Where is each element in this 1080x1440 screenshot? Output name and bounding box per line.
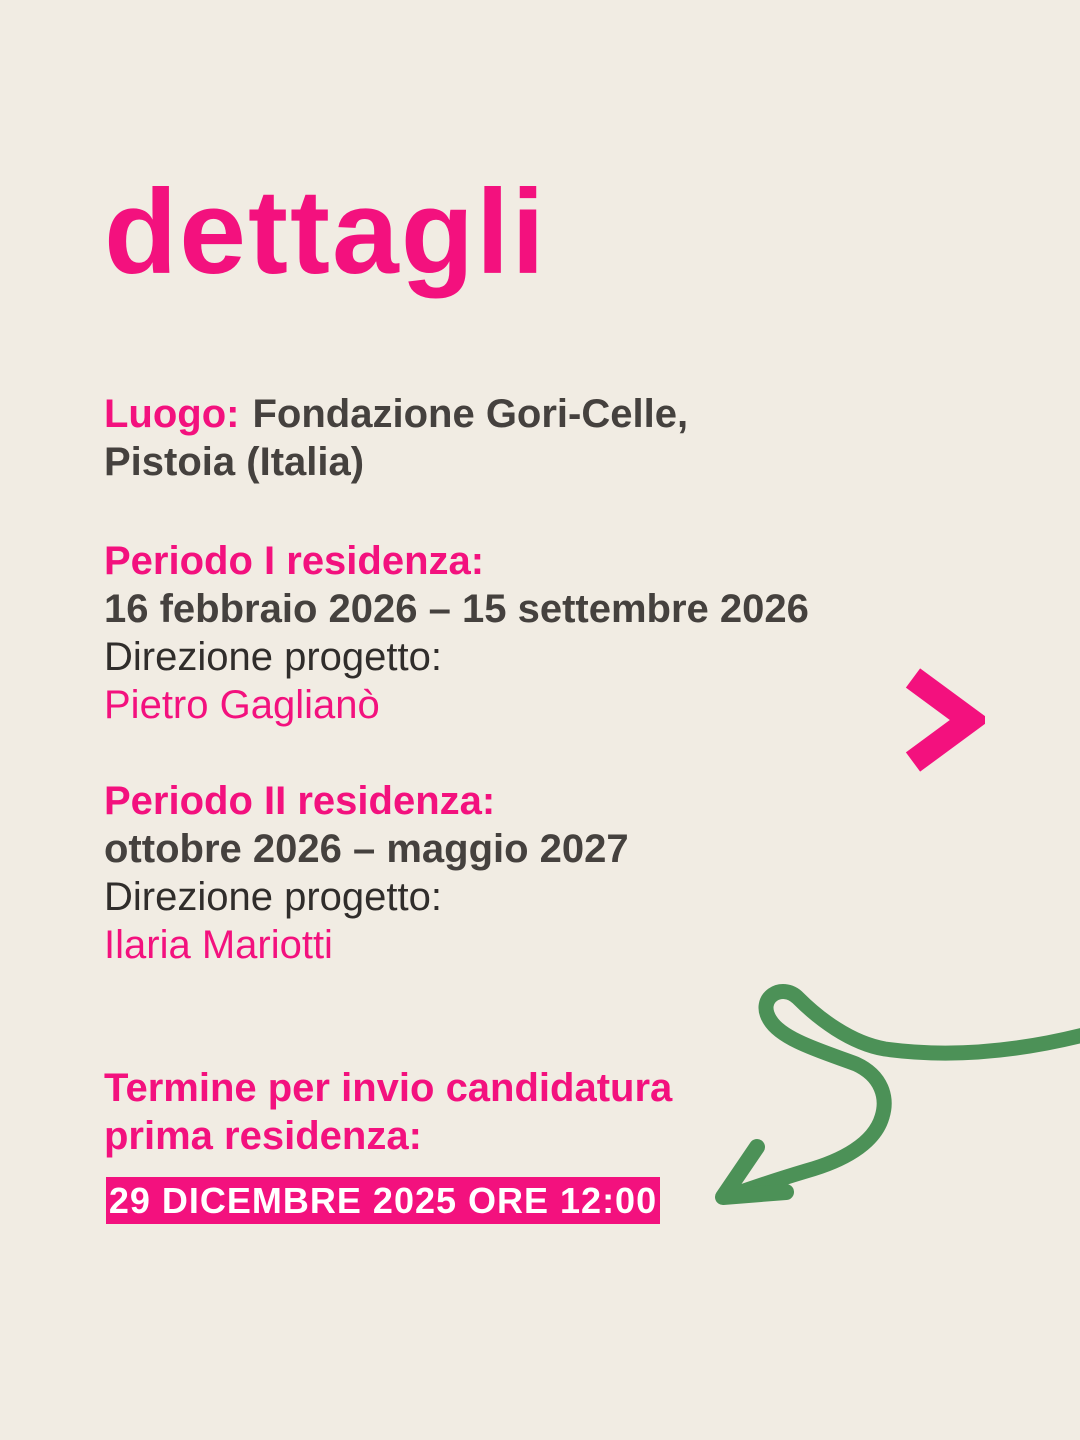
deadline-highlight-badge <box>106 1177 660 1224</box>
residency2-director: Ilaria Mariotti <box>104 923 333 967</box>
location-name: Fondazione Gori-Celle, <box>252 392 689 436</box>
deadline-line1: Termine per invio candidatura <box>104 1066 673 1110</box>
page-title: dettagli <box>104 165 547 299</box>
next-chevron-icon[interactable] <box>895 665 985 777</box>
deadline-block <box>104 1064 672 1160</box>
residency1-heading: Periodo I residenza: <box>104 539 485 583</box>
location-city: Pistoia (Italia) <box>104 440 365 484</box>
residency2-dates: ottobre 2026 – maggio 2027 <box>104 827 629 871</box>
residency1-direction-label: Direzione progetto: <box>104 635 442 679</box>
residency1-dates: 16 febbraio 2026 – 15 settembre 2026 <box>104 587 809 631</box>
deadline-line2: prima residenza: <box>104 1114 422 1158</box>
residency2-block <box>104 777 629 969</box>
residency2-heading: Periodo II residenza: <box>104 779 496 823</box>
location-block <box>104 390 688 486</box>
location-label: Luogo: <box>104 392 240 436</box>
deadline-date: 29 DICEMBRE 2025 ORE 12:00 <box>108 1179 658 1221</box>
residency1-block <box>104 537 809 729</box>
residency2-direction-label: Direzione progetto: <box>104 875 442 919</box>
residency1-director: Pietro Gaglianò <box>104 683 380 727</box>
